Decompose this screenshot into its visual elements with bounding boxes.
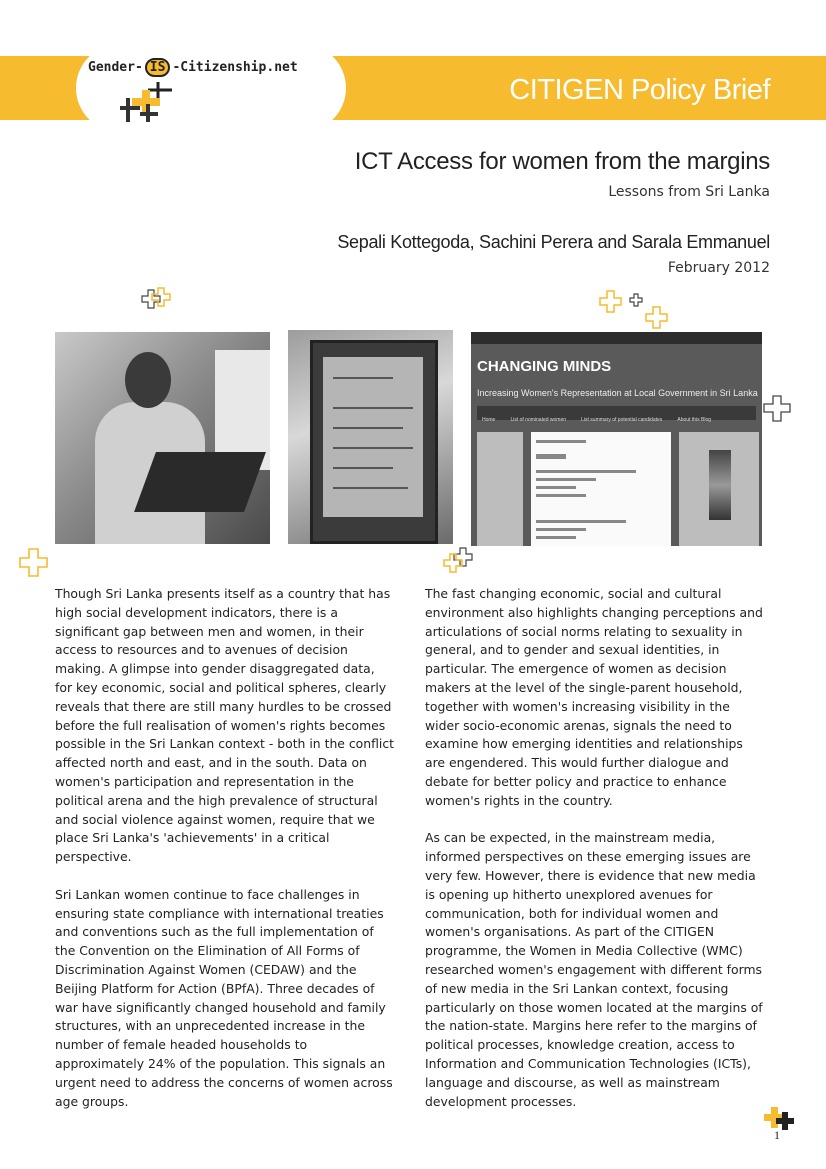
- body-column-right: [425, 585, 765, 1130]
- photo-women-at-computer: [55, 332, 270, 544]
- page-number: 1: [774, 1128, 780, 1142]
- logo-is-badge: IS: [145, 58, 171, 77]
- document-title: ICT Access for women from the margins: [354, 148, 770, 175]
- photo-changing-minds-blog: [471, 332, 762, 546]
- body-column-left: [55, 585, 395, 1130]
- publication-date: February 2012: [667, 260, 770, 276]
- plus-cross-icon: [762, 394, 796, 424]
- paragraph: Though Sri Lanka presents itself as a country that has high social development indicators, there is a significant gap between men and women, in their access to resources and to avenues of decision making. A glimpse into gender disaggregated data, for key economic, social and political spheres, clearly reveals that there are still many hurdles to be crossed before the full realisation of women's rights becomes possible in the Sri Lankan context - both in the conflict affected north and east, and in the south. Data on women's participation and representation in the political arena and the high prevalence of structural and social violence against women, require that we place Sri Lanka's 'achievements' in a critical perspective.: [55, 586, 395, 865]
- blog-nav-item: Home: [482, 417, 496, 423]
- plus-cross-icon: [442, 546, 478, 576]
- blog-title: CHANGING MINDS: [477, 358, 612, 375]
- brief-label: CITIGEN Policy Brief: [509, 74, 770, 106]
- plus-cross-icon: [598, 288, 674, 332]
- blog-nav-item: List summary of potential candidates: [581, 417, 663, 423]
- footer-plus-icon: [762, 1104, 802, 1134]
- site-logo: [88, 58, 298, 77]
- paragraph: As can be expected, in the mainstream media, informed perspectives on these emerging issues are very few. However, there is evidence that new media is opening up hitherto unexplored avenues for communication, both for individual women and women's organisations. As part of the CITIGEN programme, the Women in Media Collective (WMC) researched women's engagement with different forms of new media in the Sri Lankan context, focusing particularly on those women located at the margins of the nation-state. Margins here refer to the margins of political processes, knowledge creation, access to Information and Communication Technologies (ICTs), language and discourse, as well as mainstream development processes.: [425, 830, 763, 1109]
- authors: Sepali Kottegoda, Sachini Perera and Sarala Emmanuel: [337, 232, 770, 252]
- document-subtitle: Lessons from Sri Lanka: [608, 184, 770, 200]
- plus-cross-icon: [138, 286, 174, 312]
- paragraph: Sri Lankan women continue to face challenges in ensuring state compliance with international treaties and conventions such as the full implementation of the Convention on the Elimination of All Forms of Discrimination Against Women (CEDAW) and the Beijing Platform for Action (BPfA). Three decades of war have significantly changed household and family structures, with an unprecedented increase in the number of female headed households to approximately 24% of the population. This signals an urgent need to address the concerns of women across age groups.: [55, 886, 393, 1109]
- logo-left-text: Gender-: [88, 60, 143, 75]
- logo-symbol-icon: [118, 78, 174, 124]
- blog-nav-item: About this Blog: [677, 417, 712, 423]
- blog-nav: [477, 406, 756, 423]
- blog-nav-item: List of nominated women: [510, 417, 567, 423]
- photo-poster-display: [288, 330, 453, 544]
- blog-subtitle: Increasing Women's Representation at Local Government in Sri Lanka: [477, 388, 758, 398]
- plus-cross-icon: [18, 546, 52, 578]
- paragraph: The fast changing economic, social and cultural environment also highlights changing perceptions and articulations of social norms relating to sexuality in general, and to gender and sexual identities, in particular. The emergence of women as decision makers at the level of the single-parent household, together with women's increasing visibility in the wider socio-economic arenas, signals the need to examine how emerging identities and relationships are engendered. This would further dialogue and debate for better policy and practice to enhance women's rights in the country.: [425, 586, 763, 808]
- logo-right-text: -Citizenship.net: [172, 60, 298, 75]
